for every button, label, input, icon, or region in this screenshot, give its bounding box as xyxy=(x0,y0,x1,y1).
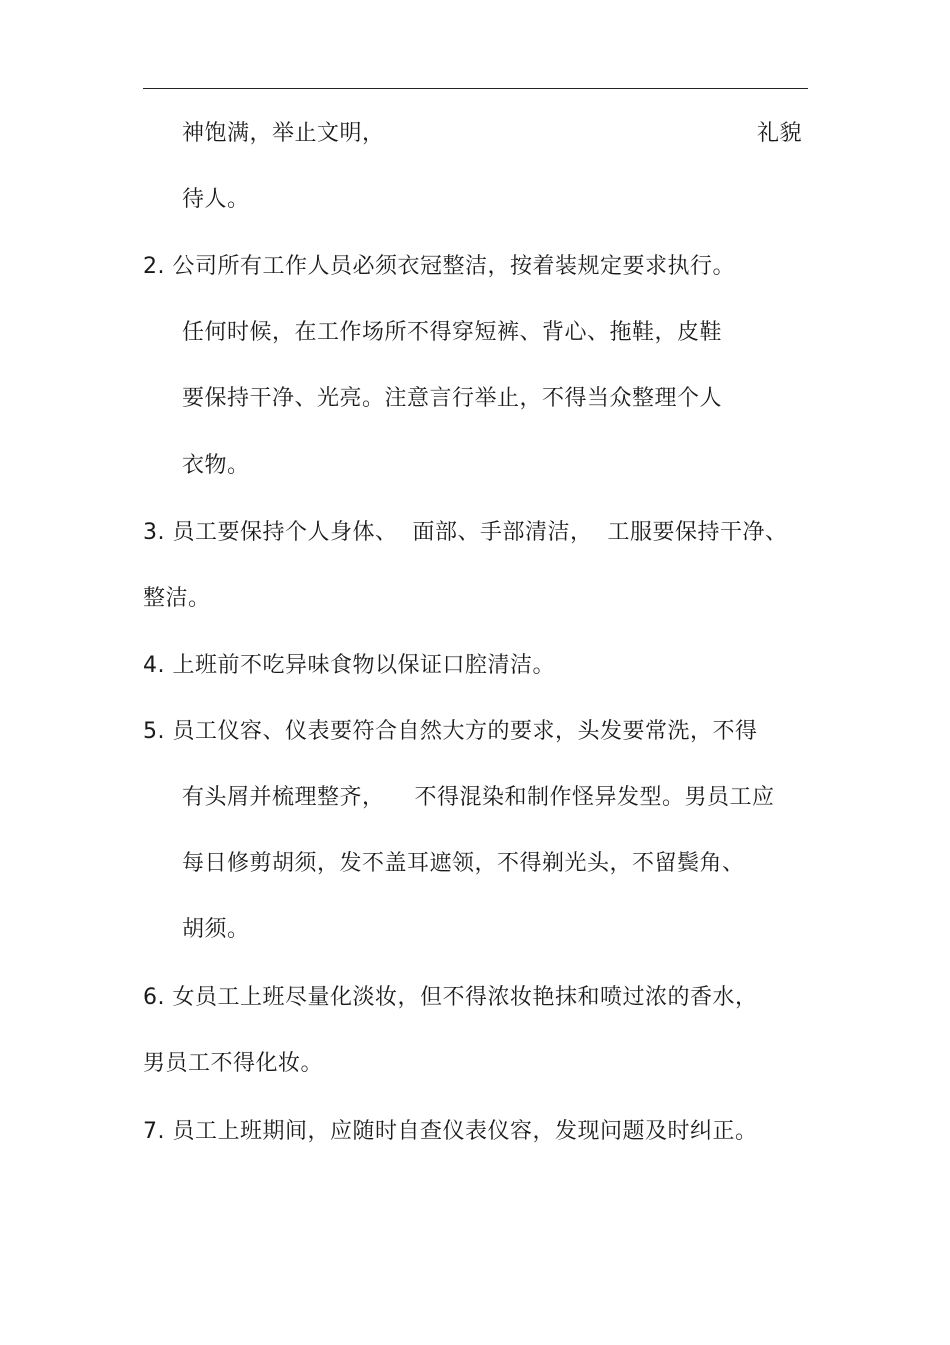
text-line: 任何时候，在工作场所不得穿短裤、背心、拖鞋，皮鞋 xyxy=(182,320,723,345)
header-rule xyxy=(143,88,808,89)
text-line: 男员工不得化妆。 xyxy=(143,1051,324,1076)
text-line: 有头屑并梳理整齐， 不得混染和制作怪异发型。男员工应 xyxy=(182,785,775,810)
text-line: 衣物。 xyxy=(182,453,250,478)
text-line: 礼貌 xyxy=(757,121,803,146)
text-line: 每日修剪胡须，发不盖耳遮领，不得剃光头，不留鬓角、 xyxy=(182,851,745,876)
list-item: 2. 公司所有工作人员必须衣冠整洁，按着装规定要求执行。 xyxy=(143,254,735,279)
text-line: 要保持干净、光亮。注意言行举止，不得当众整理个人 xyxy=(182,386,723,411)
text-line: 胡须。 xyxy=(182,917,250,942)
list-item: 7. 员工上班期间，应随时自查仪表仪容，发现问题及时纠正。 xyxy=(143,1119,758,1144)
text-line: 整洁。 xyxy=(143,586,211,611)
list-item: 5. 员工仪容、仪表要符合自然大方的要求，头发要常洗，不得 xyxy=(143,719,758,744)
list-item: 4. 上班前不吃异味食物以保证口腔清洁。 xyxy=(143,653,555,678)
text-line: 待人。 xyxy=(182,187,250,212)
list-item: 6. 女员工上班尽量化淡妆，但不得浓妆艳抹和喷过浓的香水， xyxy=(143,985,758,1010)
text-line: 神饱满，举止文明， xyxy=(182,121,385,146)
list-item: 3. 员工要保持个人身体、 面部、手部清洁， 工服要保持干净、 xyxy=(143,520,788,545)
